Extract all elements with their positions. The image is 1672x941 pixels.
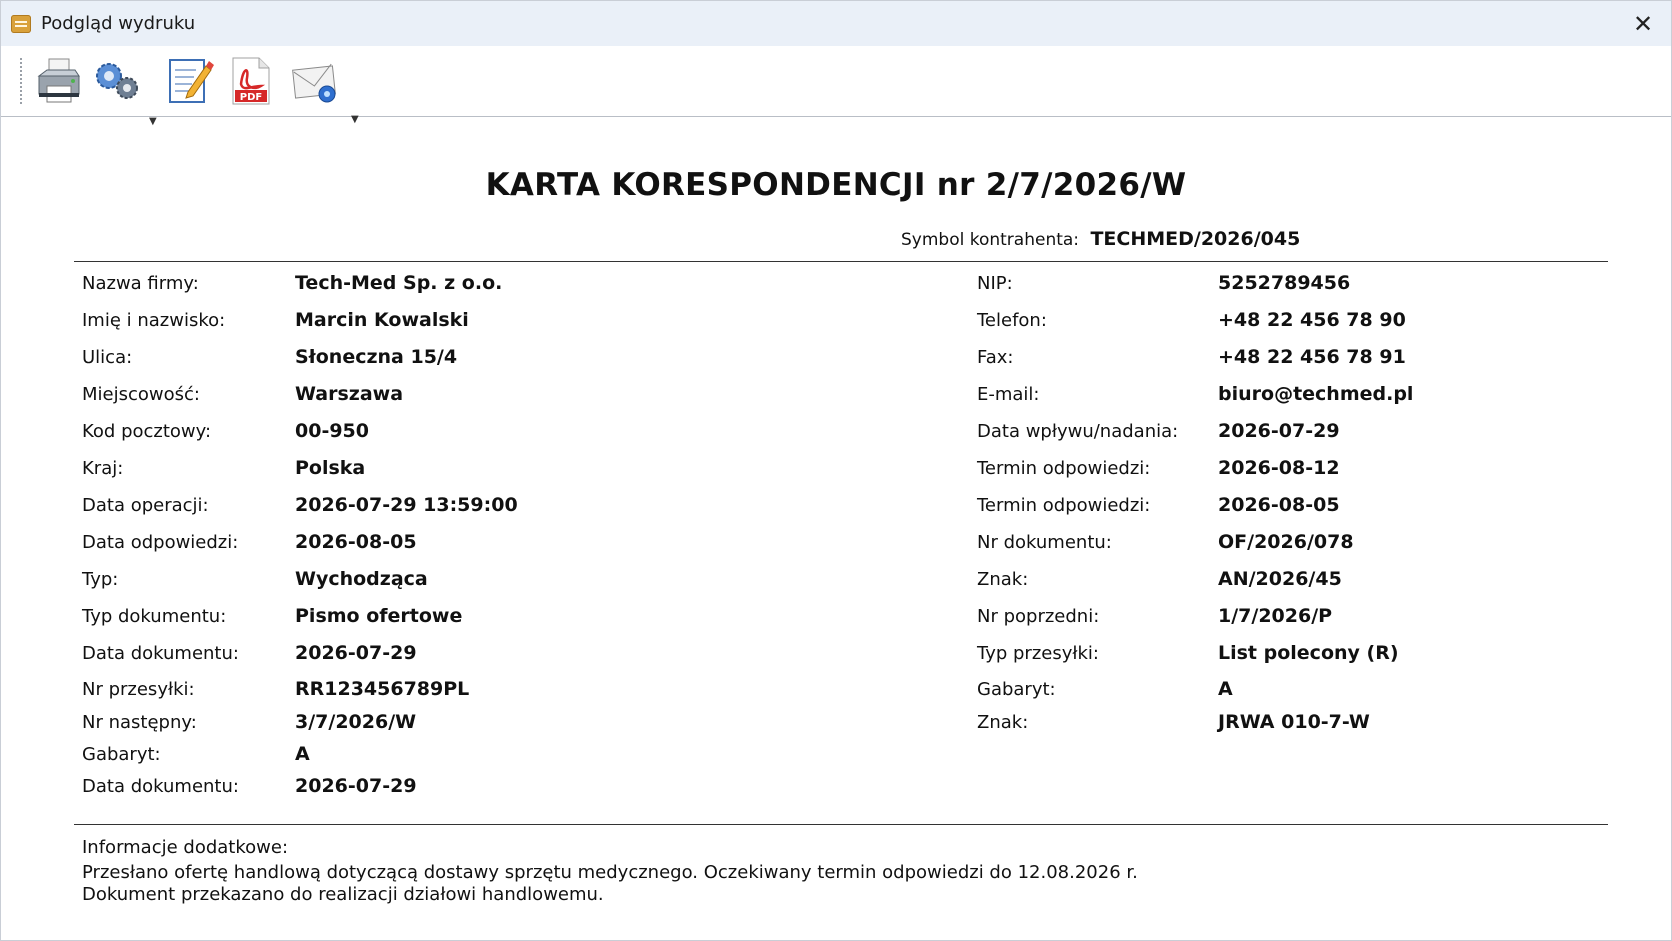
pdf-icon	[229, 56, 273, 106]
field-label: Telefon:	[977, 310, 1047, 331]
field-label: NIP:	[977, 273, 1013, 294]
field-value: 2026-07-29 13:59:00	[295, 494, 518, 516]
print-button[interactable]	[35, 56, 83, 106]
field-value: Warszawa	[295, 383, 404, 405]
field-value: OF/2026/078	[1218, 531, 1354, 553]
symbol-value: TECHMED/2026/045	[1090, 228, 1301, 250]
field-label: Gabaryt:	[977, 679, 1056, 700]
email-dropdown-arrow[interactable]: ▼	[351, 114, 359, 125]
field-value: 2026-08-05	[295, 531, 417, 553]
field-label: Data dokumentu:	[82, 776, 239, 797]
top-divider	[74, 261, 1608, 262]
field-value: A	[1218, 678, 1233, 700]
field-value: 00-950	[295, 420, 369, 442]
edit-button[interactable]	[166, 56, 214, 106]
pdf-export-button[interactable]	[229, 56, 273, 106]
field-label: Fax:	[977, 347, 1014, 368]
info-text	[82, 862, 1138, 906]
edit-document-icon	[166, 56, 214, 106]
field-value: List polecony (R)	[1218, 642, 1399, 664]
field-label: Typ dokumentu:	[82, 606, 227, 627]
email-icon	[291, 56, 339, 106]
field-value: Słoneczna 15/4	[295, 346, 458, 368]
field-label: Znak:	[977, 569, 1029, 590]
field-value: 2026-08-12	[1218, 457, 1340, 479]
pdf-icon-text: PDF	[239, 92, 263, 103]
settings-dropdown-arrow[interactable]: ▼	[149, 116, 157, 127]
field-label: Termin odpowiedzi:	[977, 458, 1151, 479]
field-value: JRWA 010-7-W	[1218, 711, 1370, 733]
field-value: 2026-07-29	[295, 775, 417, 797]
bottom-divider	[74, 824, 1608, 825]
field-label: E-mail:	[977, 384, 1040, 405]
document-page	[1, 117, 1671, 940]
field-value: Marcin Kowalski	[295, 309, 469, 331]
field-label: Miejscowość:	[82, 384, 200, 405]
field-value: 1/7/2026/P	[1218, 605, 1333, 627]
field-value: biuro@techmed.pl	[1218, 383, 1414, 405]
field-label: Kod pocztowy:	[82, 421, 212, 442]
field-label: Kraj:	[82, 458, 124, 479]
field-label: Ulica:	[82, 347, 133, 368]
field-value: +48 22 456 78 91	[1218, 346, 1406, 368]
info-label: Informacje dodatkowe:	[82, 837, 289, 858]
symbol-kontrahenta	[901, 228, 1300, 250]
field-value: +48 22 456 78 90	[1218, 309, 1406, 331]
field-value: Wychodząca	[295, 568, 428, 590]
field-value: Pismo ofertowe	[295, 605, 463, 627]
field-label: Nr następny:	[82, 712, 197, 733]
field-value: AN/2026/45	[1218, 568, 1342, 590]
field-label: Data operacji:	[82, 495, 209, 516]
field-label: Data dokumentu:	[82, 643, 239, 664]
gears-icon	[93, 56, 141, 106]
toolbar	[1, 46, 1671, 127]
title-bar	[1, 1, 1671, 46]
field-value: Polska	[295, 457, 366, 479]
field-label: Imię i nazwisko:	[82, 310, 226, 331]
field-label: Termin odpowiedzi:	[977, 495, 1151, 516]
app-icon	[11, 15, 31, 33]
document-title: KARTA KORESPONDENCJI nr 2/7/2026/W	[485, 167, 1187, 203]
close-button[interactable]: ✕	[1632, 10, 1654, 38]
field-label: Nazwa firmy:	[82, 273, 199, 294]
field-label: Typ:	[82, 569, 119, 590]
field-label: Nr przesyłki:	[82, 679, 195, 700]
field-label: Data odpowiedzi:	[82, 532, 239, 553]
field-label: Typ przesyłki:	[977, 643, 1099, 664]
field-value: 3/7/2026/W	[295, 711, 417, 733]
settings-button[interactable]	[93, 56, 141, 106]
field-value: A	[295, 743, 310, 765]
field-label: Nr dokumentu:	[977, 532, 1112, 553]
field-value: 5252789456	[1218, 272, 1351, 294]
window-title: Podgląd wydruku	[41, 13, 196, 34]
email-button[interactable]	[291, 56, 339, 106]
printer-icon	[35, 56, 83, 106]
field-value: 2026-07-29	[295, 642, 417, 664]
field-label: Gabaryt:	[82, 744, 161, 765]
info-line: Dokument przekazano do realizacji działowi handlowemu.	[82, 884, 604, 905]
field-label: Data wpływu/nadania:	[977, 421, 1179, 442]
field-value: 2026-07-29	[1218, 420, 1340, 442]
field-value: RR123456789PL	[295, 678, 470, 700]
field-label: Nr poprzedni:	[977, 606, 1100, 627]
symbol-label: Symbol kontrahenta:	[901, 230, 1080, 250]
toolbar-grip[interactable]	[20, 58, 22, 104]
field-value: Tech-Med Sp. z o.o.	[295, 272, 503, 294]
field-value: 2026-08-05	[1218, 494, 1340, 516]
info-line: Przesłano ofertę handlową dotyczącą dostawy sprzętu medycznego. Oczekiwany termin odpowiedzi do 12.08.2026 r.	[82, 862, 1138, 883]
field-label: Znak:	[977, 712, 1029, 733]
